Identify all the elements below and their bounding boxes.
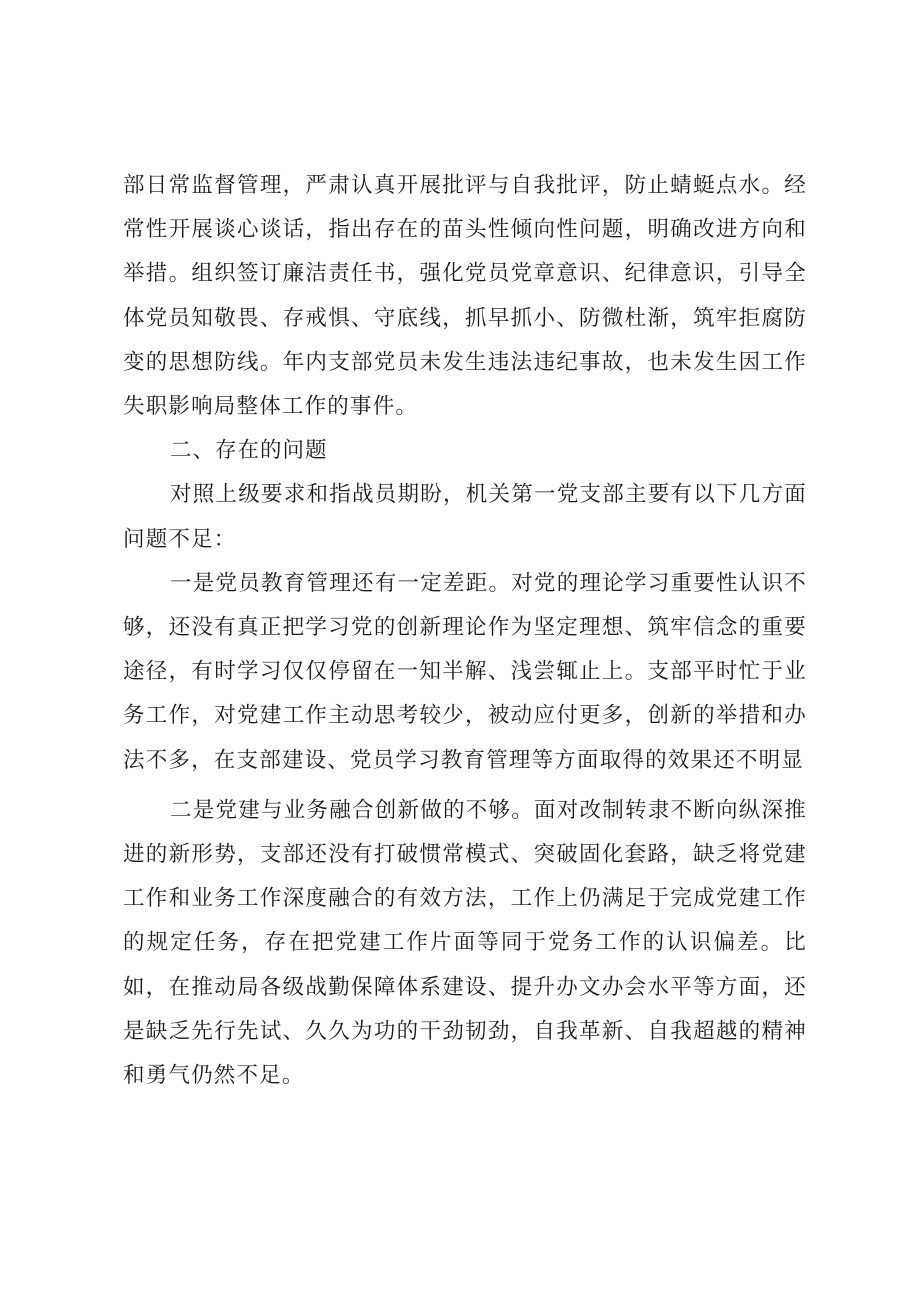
document-body	[123, 164, 807, 1098]
intro-paragraph: 对照上级要求和指战员期盼，机关第一党支部主要有以下几方面问题不足：	[123, 482, 807, 552]
problem-one-paragraph: 一是党员教育管理还有一定差距。对党的理论学习重要性认识不够，还没有真正把学习党的创新理论作为坚定理想、筑牢信念的重要途径，有时学习仅仅停留在一知半解、浅尝辄止上。支部平时忙于业务工作，对党建工作主动思考较少，被动应付更多，创新的举措和办法不多，在支部建设、党员学习教育管理等方面取得的效果还不明显	[123, 570, 807, 773]
section-heading: 二、存在的问题	[170, 438, 328, 464]
continued-paragraph: 部日常监督管理，严肃认真开展批评与自我批评，防止蜻蜓点水。经常性开展谈心谈话，指出存在的苗头性倾向性问题，明确改进方向和举措。组织签订廉洁责任书，强化党员党章意识、纪律意识，引导全体党员知敬畏、存戒惧、守底线，抓早抓小、防微杜渐，筑牢拒腐防变的思想防线。年内支部党员未发生违法违纪事故，也未发生因工作失职影响局整体工作的事件。	[123, 173, 807, 420]
problem-two-paragraph: 二是党建与业务融合创新做的不够。面对改制转隶不断向纵深推进的新形势，支部还没有打破惯常模式、突破固化套路，缺乏将党建工作和业务工作深度融合的有效方法，工作上仍满足于完成党建工作的规定任务，存在把党建工作片面等同于党务工作的认识偏差。比如，在推动局各级战勤保障体系建设、提升办文办会水平等方面，还是缺乏先行先试、久久为功的干劲韧劲，自我革新、自我超越的精神和勇气仍然不足。	[123, 797, 807, 1089]
